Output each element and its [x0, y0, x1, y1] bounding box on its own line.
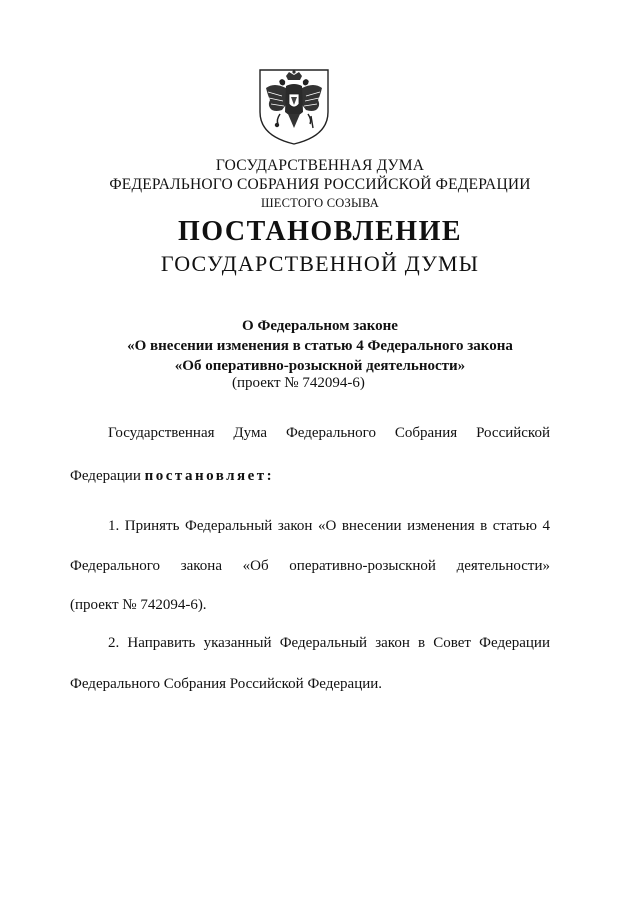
law-heading-line1: О Федеральном законе: [242, 318, 398, 334]
law-heading: [0, 316, 640, 376]
issuer-line-convocation: ШЕСТОГО СОЗЫВА: [260, 196, 380, 210]
document-subtitle: ГОСУДАРСТВЕННОЙ ДУМЫ: [160, 251, 480, 276]
coat-of-arms-emblem: [256, 66, 332, 146]
item2-line1: 2. Направить указанный Федеральный закон в Совет Федерации: [108, 635, 550, 651]
law-heading-line3: «Об оперативно-розыскной деятельности»: [174, 358, 466, 374]
issuer-header: [0, 156, 640, 213]
issuer-line-assembly: ФЕДЕРАЛЬНОГО СОБРАНИЯ РОССИЙСКОЙ ФЕДЕРАЦИИ: [109, 176, 531, 193]
resolution-intro-subject: Федерации: [70, 468, 145, 484]
resolution-intro-line2: [70, 468, 550, 485]
resolution-intro-line1: Государственная Дума Федерального Собрания Российской: [108, 425, 550, 441]
law-heading-line2: «О внесении изменения в статью 4 Федерального закона: [127, 338, 513, 354]
item2-line2: Федерального Собрания Российской Федерации.: [70, 676, 383, 692]
item1-line3: (проект № 742094-6).: [70, 597, 207, 613]
project-number: (проект № 742094-6): [232, 375, 365, 391]
item1-line2: Федерального закона «Об оперативно-розыскной деятельности»: [70, 558, 550, 574]
issuer-line-duma: ГОСУДАРСТВЕННАЯ ДУМА: [215, 157, 425, 174]
document-title: ПОСТАНОВЛЕНИЕ: [177, 216, 463, 247]
item1-line1: 1. Принять Федеральный закон «О внесении изменения в статью 4: [108, 518, 550, 534]
resolves-word: постановляет:: [144, 468, 275, 484]
